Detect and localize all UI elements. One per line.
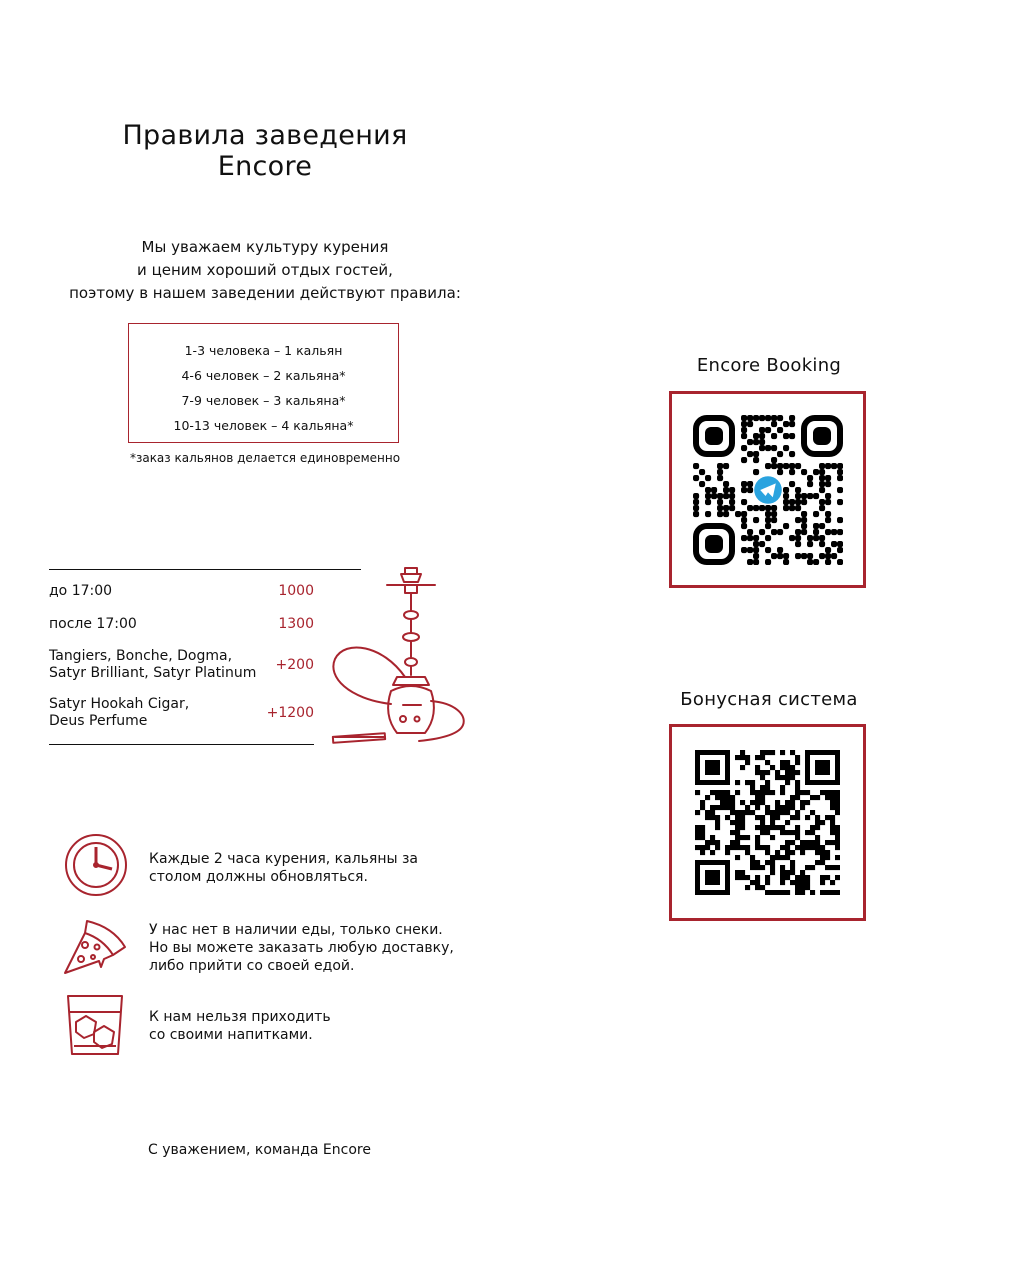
price-label: [49, 648, 256, 682]
signature: С уважением, команда Encore: [148, 1142, 371, 1158]
hookah-rules-box: [128, 323, 399, 443]
policy-line: К нам нельзя приходить: [149, 1009, 331, 1025]
policy-line: Каждые 2 часа курения, кальяны за: [149, 851, 419, 867]
price-label-line: Satyr Hookah Cigar,: [49, 696, 190, 712]
price-row: [49, 648, 314, 682]
policy-line: Но вы можете заказать любую доставку,: [149, 940, 454, 956]
policy-line: столом должны обновляться.: [149, 869, 368, 885]
page-title: [60, 120, 470, 182]
price-label: [49, 616, 137, 633]
intro-line-1: Мы уважаем культуру курения: [141, 238, 389, 256]
price-label: [49, 696, 189, 730]
rule-item: 10-13 человек – 4 кальяна*: [173, 418, 354, 433]
price-row: [49, 616, 314, 633]
price-row: [49, 583, 314, 600]
price-row: [49, 696, 314, 730]
clock-icon: [64, 833, 128, 897]
intro-line-3: поэтому в нашем заведении действуют правила:: [69, 284, 461, 302]
qr-title-booking: Encore Booking: [696, 355, 842, 376]
policy-line: со своими напитками.: [149, 1027, 313, 1043]
policy-text: [149, 1008, 331, 1044]
price-divider-bottom: [49, 744, 314, 745]
qr-booking-frame[interactable]: [669, 391, 866, 588]
policy-text: [149, 921, 454, 975]
price-value: +1200: [266, 704, 314, 721]
footnote: *заказ кальянов делается единовременно: [129, 451, 401, 465]
title-line-1: Правила заведения: [122, 120, 408, 151]
policy-line: либо прийти со своей едой.: [149, 958, 355, 974]
price-label-line: Tangiers, Bonche, Dogma,: [49, 648, 233, 664]
qr-bonus-frame[interactable]: [669, 724, 866, 921]
price-value: +200: [275, 656, 314, 673]
price-label-line: Satyr Brilliant, Satyr Platinum: [49, 665, 257, 681]
glass-icon: [66, 994, 124, 1058]
qr-title-bonus: Бонусная система: [680, 689, 858, 710]
rule-item: 1-3 человека – 1 кальян: [184, 343, 343, 358]
price-value: 1000: [278, 583, 314, 599]
policy-line: У нас нет в наличии еды, только снеки.: [149, 922, 443, 938]
qr-code-booking[interactable]: [693, 415, 843, 565]
price-label: [49, 583, 112, 600]
price-value: 1300: [278, 616, 314, 632]
pizza-icon: [63, 917, 129, 979]
intro-line-2: и ценим хороший отдых гостей,: [137, 261, 393, 279]
price-divider-top: [49, 569, 361, 570]
hookah-icon: [325, 565, 485, 750]
price-label-line: до 17:00: [49, 583, 113, 599]
price-label-line: Deus Perfume: [49, 713, 148, 729]
intro-text: [40, 236, 490, 305]
price-label-line: после 17:00: [49, 616, 137, 632]
rule-item: 4-6 человек – 2 кальяна*: [181, 368, 346, 383]
qr-code-bonus[interactable]: [695, 750, 840, 895]
title-line-2: Encore: [217, 151, 313, 182]
policy-text: [149, 850, 418, 886]
rule-item: 7-9 человек – 3 кальяна*: [181, 393, 346, 408]
